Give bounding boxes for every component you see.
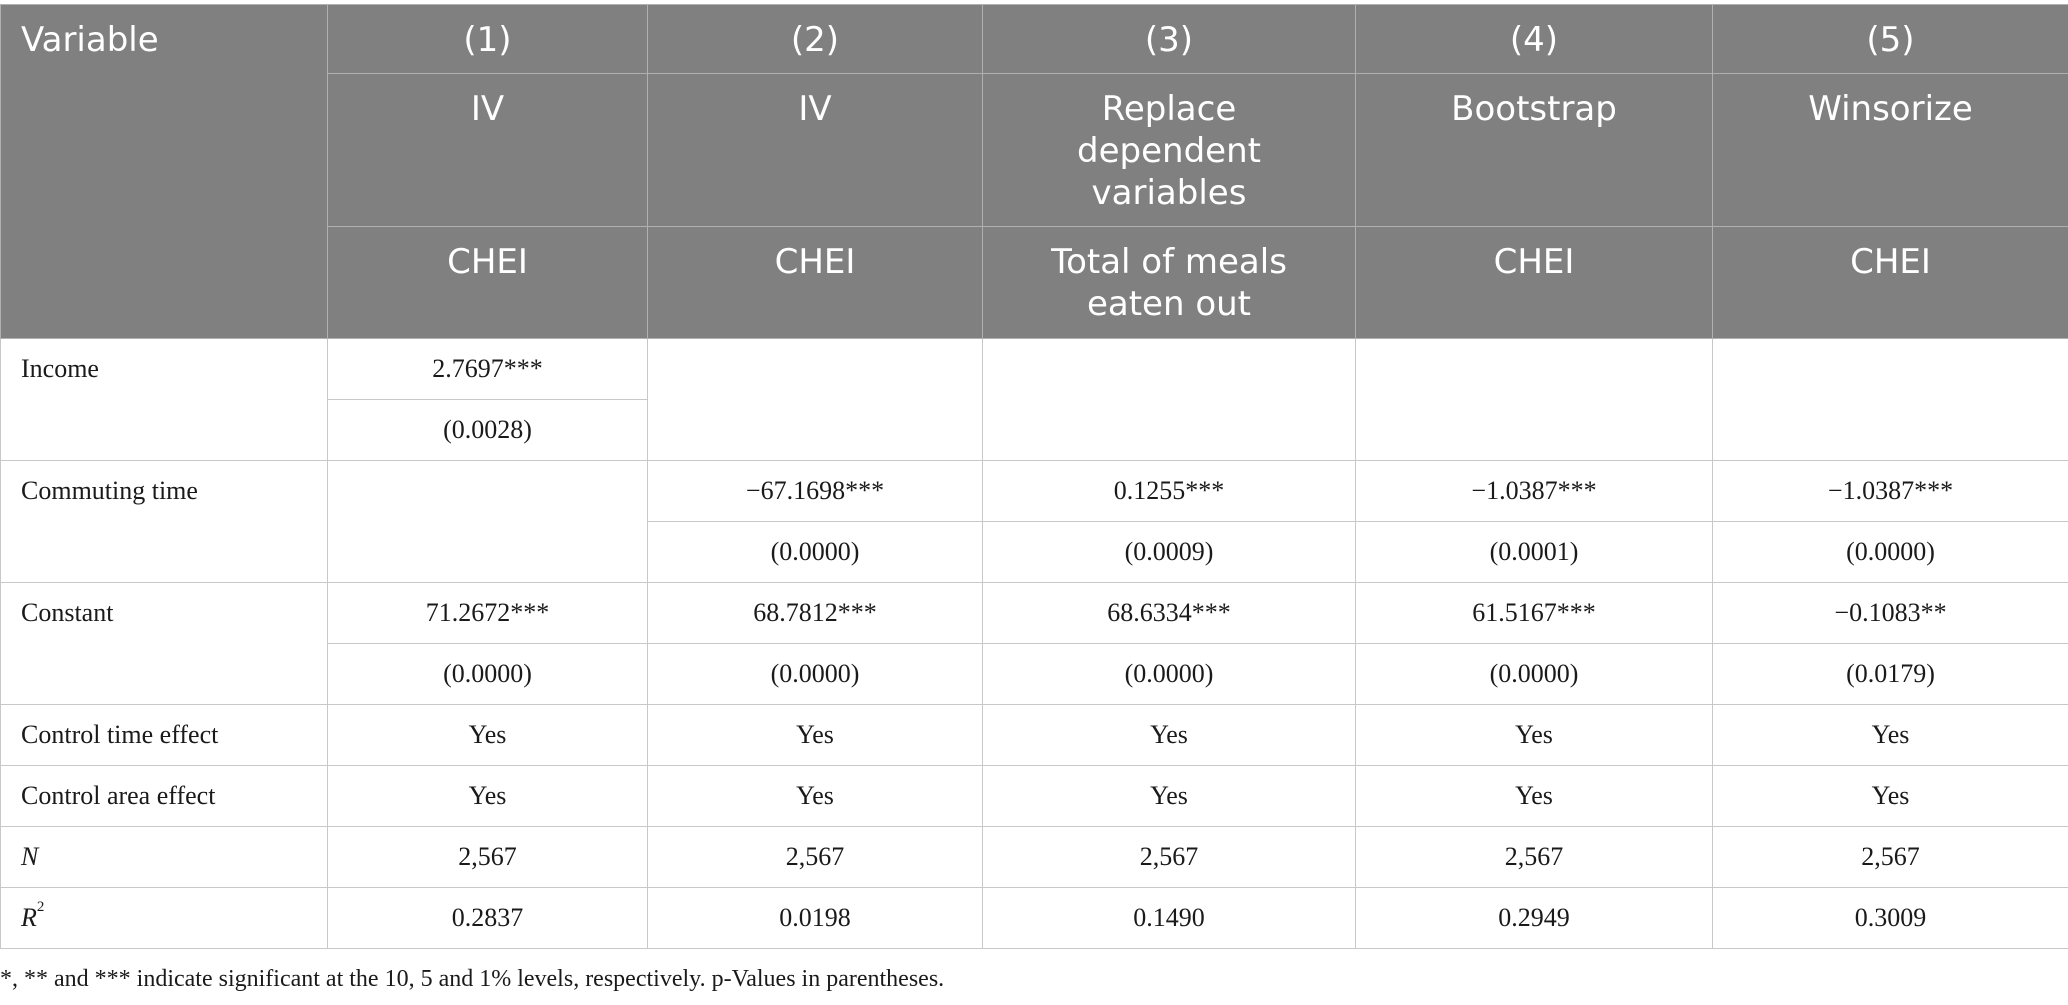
value-cell: 0.2837 <box>328 888 648 949</box>
pvalue-cell: (0.0009) <box>983 522 1356 583</box>
row-label-r-squared <box>1 888 328 949</box>
regression-results-table <box>0 4 2068 949</box>
table-row <box>1 461 2068 522</box>
pvalue-cell: (0.0000) <box>328 644 648 705</box>
coefficient-cell: 68.6334*** <box>983 583 1356 644</box>
table-body <box>1 339 2068 949</box>
pvalue-cell: (0.0000) <box>648 644 983 705</box>
value-cell: 2,567 <box>648 827 983 888</box>
table-row <box>1 339 2068 400</box>
dependent-variable-header: Total of meals eaten out <box>983 227 1356 339</box>
dependent-variable-header: CHEI <box>1356 227 1713 339</box>
dependent-variable-header: CHEI <box>328 227 648 339</box>
coefficient-cell: −1.0387*** <box>1356 461 1713 522</box>
value-cell: 0.0198 <box>648 888 983 949</box>
pvalue-cell: (0.0179) <box>1713 644 2068 705</box>
pvalue-cell: (0.0000) <box>648 522 983 583</box>
value-cell: Yes <box>328 766 648 827</box>
pvalue-cell: (0.0028) <box>328 400 648 461</box>
value-cell: Yes <box>328 705 648 766</box>
row-label-constant: Constant <box>1 583 328 705</box>
row-label-income: Income <box>1 339 328 461</box>
value-cell: Yes <box>983 705 1356 766</box>
method-header: Winsorize <box>1713 74 2068 227</box>
value-cell: 0.1490 <box>983 888 1356 949</box>
row-label-control-area-effect: Control area effect <box>1 766 328 827</box>
empty-cell <box>1713 339 2068 461</box>
dependent-variable-header: CHEI <box>648 227 983 339</box>
value-cell: 2,567 <box>328 827 648 888</box>
dependent-variable-header: CHEI <box>1713 227 2068 339</box>
value-cell: Yes <box>648 766 983 827</box>
coefficient-cell: 68.7812*** <box>648 583 983 644</box>
value-cell: Yes <box>1713 766 2068 827</box>
empty-cell <box>328 461 648 583</box>
variable-column-header: Variable <box>1 5 328 339</box>
r-squared-superscript: 2 <box>36 899 45 915</box>
value-cell: Yes <box>1356 766 1713 827</box>
value-cell: 0.2949 <box>1356 888 1713 949</box>
value-cell: 2,567 <box>983 827 1356 888</box>
coefficient-cell: 71.2672*** <box>328 583 648 644</box>
row-label-n: N <box>1 827 328 888</box>
coefficient-cell: −1.0387*** <box>1713 461 2068 522</box>
pvalue-cell: (0.0001) <box>1356 522 1713 583</box>
column-number: (2) <box>648 5 983 74</box>
method-header: IV <box>328 74 648 227</box>
column-number: (5) <box>1713 5 2068 74</box>
method-header: Replace dependent variables <box>983 74 1356 227</box>
column-number: (1) <box>328 5 648 74</box>
table-row <box>1 827 2068 888</box>
column-number: (3) <box>983 5 1356 74</box>
pvalue-cell: (0.0000) <box>983 644 1356 705</box>
method-header: Bootstrap <box>1356 74 1713 227</box>
empty-cell <box>648 339 983 461</box>
row-label-commuting-time: Commuting time <box>1 461 328 583</box>
table-row <box>1 705 2068 766</box>
value-cell: Yes <box>983 766 1356 827</box>
empty-cell <box>1356 339 1713 461</box>
value-cell: Yes <box>648 705 983 766</box>
coefficient-cell: 0.1255*** <box>983 461 1356 522</box>
table-row <box>1 583 2068 644</box>
table-footnote: *, ** and *** indicate significant at the 10, 5 and 1% levels, respectively. p-Values in parentheses. <box>0 966 945 992</box>
coefficient-cell: −0.1083** <box>1713 583 2068 644</box>
empty-cell <box>983 339 1356 461</box>
value-cell: 0.3009 <box>1713 888 2068 949</box>
method-header: IV <box>648 74 983 227</box>
coefficient-cell: −67.1698*** <box>648 461 983 522</box>
table-row <box>1 766 2068 827</box>
value-cell: Yes <box>1713 705 2068 766</box>
coefficient-cell: 61.5167*** <box>1356 583 1713 644</box>
coefficient-cell: 2.7697*** <box>328 339 648 400</box>
table-row <box>1 888 2068 949</box>
row-label-control-time-effect: Control time effect <box>1 705 328 766</box>
value-cell: 2,567 <box>1356 827 1713 888</box>
value-cell: Yes <box>1356 705 1713 766</box>
value-cell: 2,567 <box>1713 827 2068 888</box>
r-squared-symbol: R <box>21 903 37 932</box>
column-number: (4) <box>1356 5 1713 74</box>
pvalue-cell: (0.0000) <box>1713 522 2068 583</box>
table-header <box>1 5 2068 339</box>
pvalue-cell: (0.0000) <box>1356 644 1713 705</box>
